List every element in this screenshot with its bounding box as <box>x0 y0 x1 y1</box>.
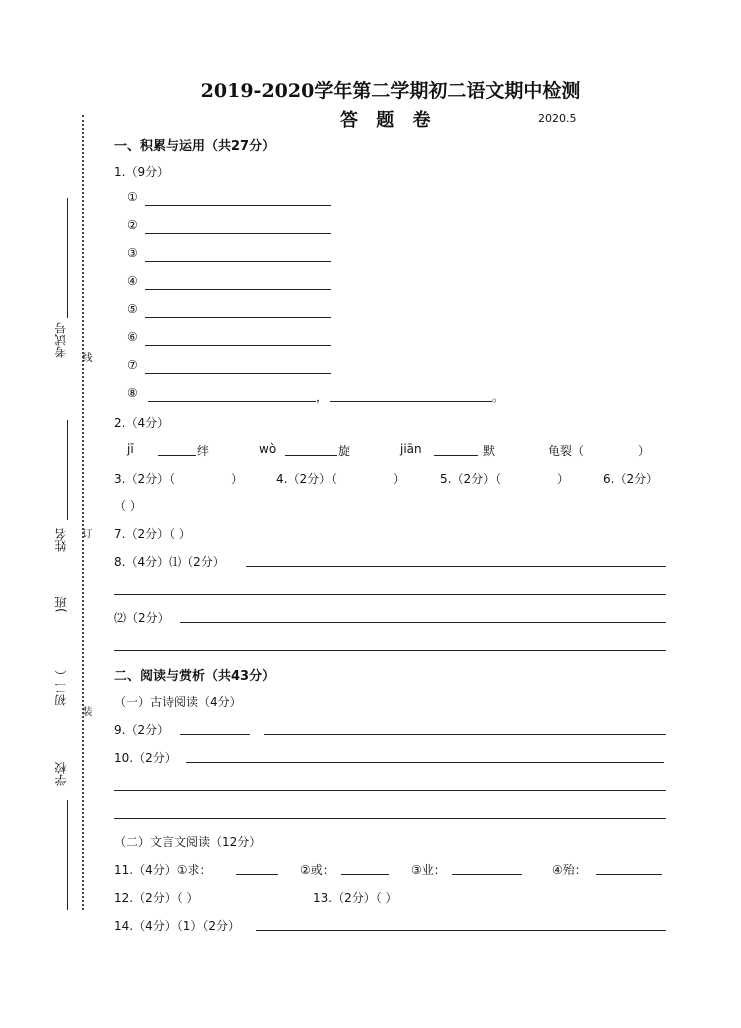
q9-label: 9.（2分） <box>114 723 170 737</box>
q10-label: 10.（2分） <box>114 751 177 765</box>
q8-answer-line-1[interactable] <box>246 566 666 567</box>
school-label: 学校 <box>54 762 68 786</box>
section1-heading: 一、积累与运用（共27分） <box>114 139 276 154</box>
q8-label: 8.（4分）⑴（2分） <box>114 555 225 569</box>
q9-answer-line-1[interactable] <box>180 734 250 735</box>
q1-item-marker: ① <box>127 190 138 204</box>
section2-heading: 二、阅读与赏析（共43分） <box>114 669 276 684</box>
cut-zhuang-mark: 装 <box>80 706 91 716</box>
q1-answer-line-1[interactable] <box>145 205 331 206</box>
q2-close-paren: ） <box>638 444 651 458</box>
q6-label: 6.（2分） <box>603 472 659 486</box>
q2-answer-line-3[interactable] <box>434 455 478 456</box>
q1-answer-line-2[interactable] <box>145 233 331 234</box>
q6-paren: （ ） <box>114 499 142 513</box>
name-label: 姓名 <box>54 528 68 552</box>
q10-answer-line-2[interactable] <box>114 790 666 791</box>
page-subtitle: 答 题 卷 <box>340 110 437 131</box>
q1-item8-end: 。 <box>492 390 505 404</box>
q3-label: 3.（2分）（ <box>114 472 176 486</box>
q11-answer-line-1[interactable] <box>236 874 278 875</box>
name-line <box>67 420 68 520</box>
q13-label: 13.（2分）（ ） <box>313 891 398 905</box>
q1-item8-comma: ， <box>316 390 329 404</box>
q2-word-4: 龟裂（ <box>548 444 585 458</box>
q2-label: 2.（4分） <box>114 416 170 430</box>
q11-answer-line-2[interactable] <box>341 874 389 875</box>
q8b-answer-line-2[interactable] <box>114 650 666 651</box>
q3-close-paren: ） <box>231 472 244 486</box>
q11b-label: ②或： <box>300 863 335 877</box>
q1-item-marker: ③ <box>127 246 138 260</box>
q11-answer-line-4[interactable] <box>596 874 662 875</box>
q4-close-paren: ） <box>393 472 406 486</box>
q2-char-1: 绊 <box>197 444 210 458</box>
cut-ding-mark: 订 <box>80 528 91 538</box>
q11c-label: ③业： <box>411 863 446 877</box>
q8-answer-line-2[interactable] <box>114 594 666 595</box>
q1-answer-line-7[interactable] <box>145 373 331 374</box>
grade-label: 初二（ <box>54 670 68 706</box>
page-title: 2019-2020学年第二学期初二语文期中检测 <box>200 80 581 102</box>
q2-char-3: 默 <box>483 444 496 458</box>
q10-answer-line-3[interactable] <box>114 818 666 819</box>
q5-label: 5.（2分）（ <box>440 472 502 486</box>
exam-no-line <box>67 198 68 318</box>
q2-pinyin-1: jī <box>127 442 134 456</box>
cut-line-mark: 线 <box>80 352 91 362</box>
q1-answer-line-3[interactable] <box>145 261 331 262</box>
q11-answer-line-3[interactable] <box>452 874 522 875</box>
q2-char-2: 旋 <box>338 444 351 458</box>
q10-answer-line-1[interactable] <box>186 762 664 763</box>
q2-pinyin-3: jiān <box>400 442 422 456</box>
q5-close-paren: ） <box>557 472 570 486</box>
q9-answer-line-2[interactable] <box>264 734 666 735</box>
q2-answer-line-2[interactable] <box>285 455 337 456</box>
q1-item-marker: ⑧ <box>127 386 138 400</box>
q14-answer-line-1[interactable] <box>256 930 666 931</box>
class-label: )班 <box>54 596 68 613</box>
q14-label: 14.（4分）（1）（2分） <box>114 919 240 933</box>
q7-label: 7.（2分）（ ） <box>114 527 191 541</box>
q1-answer-line-8a[interactable] <box>148 401 316 402</box>
subsection-poetry: （一）古诗阅读（4分） <box>114 695 242 709</box>
q1-label: 1.（9分） <box>114 165 170 179</box>
q1-answer-line-6[interactable] <box>145 345 331 346</box>
q2-pinyin-2: wò <box>259 442 277 456</box>
q1-item-marker: ② <box>127 218 138 232</box>
q8b-answer-line-1[interactable] <box>180 622 666 623</box>
q2-answer-line-1[interactable] <box>158 455 196 456</box>
q4-label: 4.（2分）（ <box>276 472 338 486</box>
q1-item-marker: ④ <box>127 274 138 288</box>
q1-answer-line-8b[interactable] <box>330 401 492 402</box>
exam-date: 2020.5 <box>538 112 577 125</box>
q8b-label: ⑵（2分） <box>114 611 170 625</box>
binding-dotted-line <box>82 115 84 910</box>
q11d-label: ④殆： <box>552 863 587 877</box>
q1-item-marker: ⑥ <box>127 330 138 344</box>
q1-answer-line-4[interactable] <box>145 289 331 290</box>
q1-answer-line-5[interactable] <box>145 317 331 318</box>
subsection-classical: （二）文言文阅读（12分） <box>114 835 262 849</box>
school-line <box>67 800 68 910</box>
exam-no-label: 考试号 <box>54 322 68 358</box>
q1-item-marker: ⑤ <box>127 302 138 316</box>
q11-label: 11.（4分）①求： <box>114 863 212 877</box>
q12-label: 12.（2分）（ ） <box>114 891 199 905</box>
q1-item-marker: ⑦ <box>127 358 138 372</box>
